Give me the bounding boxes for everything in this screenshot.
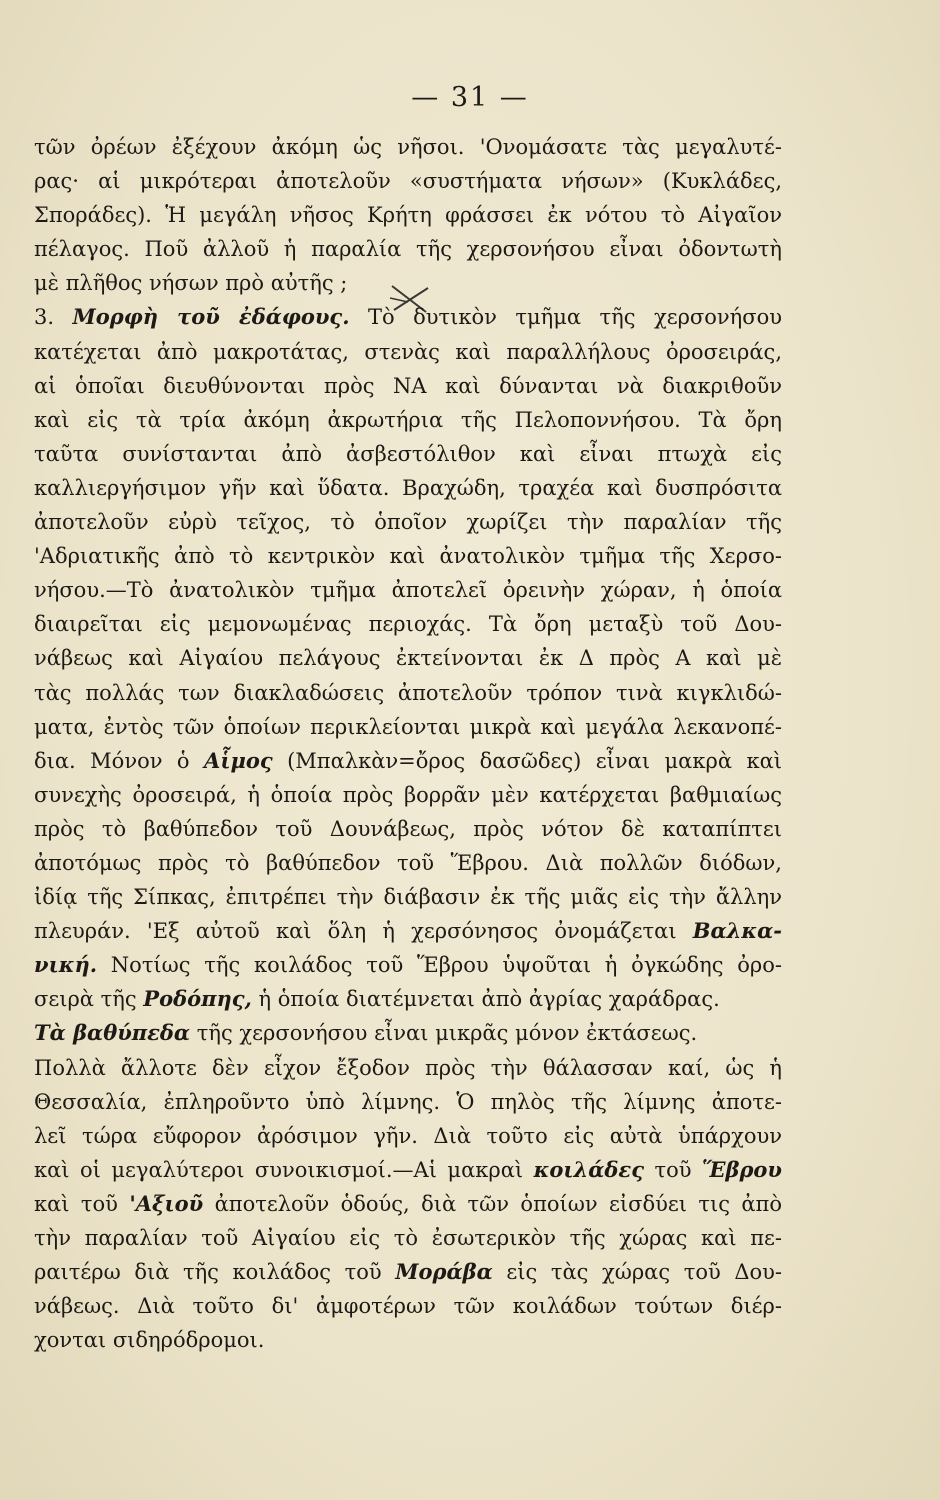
text-segment: διαιρεῖται εἰς μεμονωμένας περιοχάς. Τὰ ὄρη μεταξὺ τοῦ Δου- [34, 612, 782, 637]
text-segment: ἀποτόμως πρὸς τὸ βαθύπεδον τοῦ Ἕβρου. Διὰ πολλῶν διόδων, [34, 850, 782, 875]
emphasized-term: Τὰ βαθύπεδα [34, 1020, 191, 1046]
text-line [34, 812, 782, 846]
text-line [34, 982, 782, 1016]
text-segment: 'Αδριατικῆς ἀπὸ τὸ κεντρικὸν καὶ ἀνατολικὸν τμῆμα τῆς Χερσο- [34, 544, 782, 569]
text-segment: 3. [34, 305, 73, 330]
text-line [34, 1187, 782, 1221]
emphasized-term: Αἷμος [204, 747, 273, 773]
text-line [34, 300, 782, 334]
page-number: — 31 — [411, 82, 529, 113]
text-segment: Σποράδες). Ἡ μεγάλη νῆσος Κρήτη φράσσει ἐκ νότου τὸ Αἰγαῖον [34, 203, 782, 228]
text-segment: Θεσσαλία, ἐπληροῦντο ὑπὸ λίμνης. Ὁ πηλὸς τῆς λίμνης ἀποτε- [34, 1089, 782, 1114]
text-segment: δια. Μόνον ὁ [34, 748, 205, 773]
text-segment: ἀποτελοῦν εὐρὺ τεῖχος, τὸ ὁποῖον χωρίζει τὴν παραλίαν τῆς [34, 510, 782, 535]
text-line [34, 1255, 782, 1289]
text-segment: νάβεως. Διὰ τοῦτο δι' ἀμφοτέρων τῶν κοιλάδων τούτων διέρ- [34, 1294, 782, 1319]
text-line [34, 710, 782, 744]
text-segment: Πολλὰ ἄλλοτε δὲν εἶχον ἔξοδον πρὸς τὴν θάλασσαν καί, ὡς ἡ [34, 1055, 782, 1080]
text-line [34, 266, 782, 300]
text-line [34, 607, 782, 641]
text-line [34, 369, 782, 403]
text-line [34, 232, 782, 266]
text-segment: τῆς χερσονήσου εἶναι μικρᾶς μόνον ἐκτάσεως. [190, 1021, 698, 1046]
text-line [34, 880, 782, 914]
text-line [34, 335, 782, 369]
text-line [34, 914, 782, 948]
text-segment: τοῦ [643, 1157, 702, 1182]
text-line [34, 1153, 782, 1187]
body-text [34, 130, 782, 1357]
text-line [34, 846, 782, 880]
text-segment: τῶν ὀρέων ἐξέχουν ἀκόμη ὡς νῆσοι. 'Ονομάσατε τὰς μεγαλυτέ- [34, 135, 782, 159]
emphasized-term: Ροδόπης, [143, 986, 252, 1012]
text-line [34, 403, 782, 437]
emphasized-term: Μορφὴ τοῦ ἐδάφους. [72, 304, 350, 330]
text-segment: πλευράν. 'Εξ αὐτοῦ καὶ ὅλη ἡ χερσόνησος ὀνομάζεται [34, 919, 693, 944]
text-line [34, 1221, 782, 1255]
text-segment: χονται σιδηρόδρομοι. [34, 1328, 265, 1353]
text-segment: νάβεως καὶ Αἰγαίου πελάγους ἐκτείνονται ἐκ Δ πρὸς Α καὶ μὲ [34, 646, 782, 671]
text-line [34, 948, 782, 982]
text-segment: κατέχεται ἀπὸ μακροτάτας, στενὰς καὶ παραλλήλους ὀροσειράς, [34, 339, 782, 364]
emphasized-term: Ἕβρου [701, 1156, 782, 1182]
text-segment: Τὸ δυτικὸν τμῆμα τῆς χερσονήσου [349, 305, 782, 330]
emphasized-term: κοιλάδες [533, 1156, 644, 1182]
text-line [34, 778, 782, 812]
text-line [34, 505, 782, 539]
text-segment: εἰς τὰς χώρας τοῦ Δου- [492, 1260, 782, 1285]
text-segment: πέλαγος. Ποῦ ἀλλοῦ ἡ παραλία τῆς χερσονήσου εἶναι ὀδοντωτὴ [34, 237, 782, 262]
text-segment: τὴν παραλίαν τοῦ Αἰγαίου εἰς τὸ ἐσωτερικὸν τῆς χώρας καὶ πε- [34, 1226, 782, 1250]
text-segment: ρας· αἱ μικρότεραι ἀποτελοῦν «συστήματα νήσων» (Κυκλάδες, [34, 169, 782, 194]
text-line [34, 1289, 782, 1323]
text-line [34, 1323, 782, 1357]
text-segment: ἡ ὁποία διατέμνεται ἀπὸ ἀγρίας χαράδρας. [251, 987, 720, 1012]
text-line [34, 539, 782, 573]
text-segment: ματα, ἐντὸς τῶν ὁποίων περικλείονται μικρὰ καὶ μεγάλα λεκανοπέ- [34, 714, 782, 739]
text-segment: νήσου.—Τὸ ἀνατολικὸν τμῆμα ἀποτελεῖ ὀρεινὴν χώραν, ἡ ὁποία [34, 578, 782, 603]
text-line [34, 471, 782, 505]
text-line [34, 1016, 782, 1050]
text-segment: σειρὰ τῆς [34, 987, 144, 1012]
text-segment: τὰς πολλάς των διακλαδώσεις ἀποτελοῦν τρόπον τινὰ κιγκλιδώ- [34, 680, 782, 705]
text-line [34, 198, 782, 232]
text-segment: ραιτέρω διὰ τῆς κοιλάδος τοῦ [34, 1260, 396, 1285]
text-segment: αἱ ὁποῖαι διευθύνονται πρὸς ΝΑ καὶ δύνανται νὰ διακριθοῦν [34, 373, 782, 398]
emphasized-term: Βαλκα- [692, 918, 782, 944]
text-line [34, 744, 782, 778]
text-line [34, 641, 782, 675]
text-line [34, 130, 782, 164]
emphasized-term: νική. [34, 952, 98, 978]
text-segment: πρὸς τὸ βαθύπεδον τοῦ Δουνάβεως, πρὸς νότον δὲ καταπίπτει [34, 816, 782, 841]
text-line [34, 1119, 782, 1153]
text-segment: λεῖ τώρα εὔφορον ἀρόσιμον γῆν. Διὰ τοῦτο εἰς αὐτὰ ὑπάρχουν [34, 1123, 782, 1148]
emphasized-term: Μοράβα [395, 1259, 493, 1285]
text-segment: Νοτίως τῆς κοιλάδος τοῦ Ἕβρου ὑψοῦται ἡ ὀγκώδης ὀρο- [97, 953, 782, 978]
text-segment: ἰδίᾳ τῆς Σίπκας, ἐπιτρέπει τὴν διάβασιν ἐκ τῆς μιᾶς εἰς τὴν ἄλλην [34, 885, 782, 910]
text-line [34, 573, 782, 607]
text-segment: καὶ εἰς τὰ τρία ἀκόμη ἀκρωτήρια τῆς Πελοποννήσου. Τὰ ὄρη [34, 407, 782, 432]
text-segment: ἀποτελοῦν ὁδούς, διὰ τῶν ὁποίων εἰσδύει τις ἀπὸ [203, 1191, 782, 1216]
text-segment: καὶ οἱ μεγαλύτεροι συνοικισμοί.—Αἱ μακραὶ [34, 1157, 534, 1182]
text-line [34, 437, 782, 471]
text-line [34, 1051, 782, 1085]
text-segment: μὲ πλῆθος νήσων πρὸ αὐτῆς ; [34, 271, 348, 296]
text-segment: καὶ τοῦ [34, 1191, 130, 1216]
text-line [34, 164, 782, 198]
text-line [34, 676, 782, 710]
emphasized-term: 'Αξιοῦ [129, 1190, 204, 1216]
text-line [34, 1085, 782, 1119]
text-segment: ταῦτα συνίστανται ἀπὸ ἀσβεστόλιθον καὶ εἶναι πτωχὰ εἰς [34, 441, 782, 466]
text-segment: συνεχὴς ὀροσειρά, ἡ ὁποία πρὸς βορρᾶν μὲν κατέρχεται βαθμιαίως [34, 782, 782, 807]
text-segment: (Μπαλκὰν=ὄρος δασῶδες) εἶναι μακρὰ καὶ [272, 748, 782, 773]
text-segment: καλλιεργήσιμον γῆν καὶ ὕδατα. Βραχώδη, τραχέα καὶ δυσπρόσιτα [34, 475, 782, 500]
